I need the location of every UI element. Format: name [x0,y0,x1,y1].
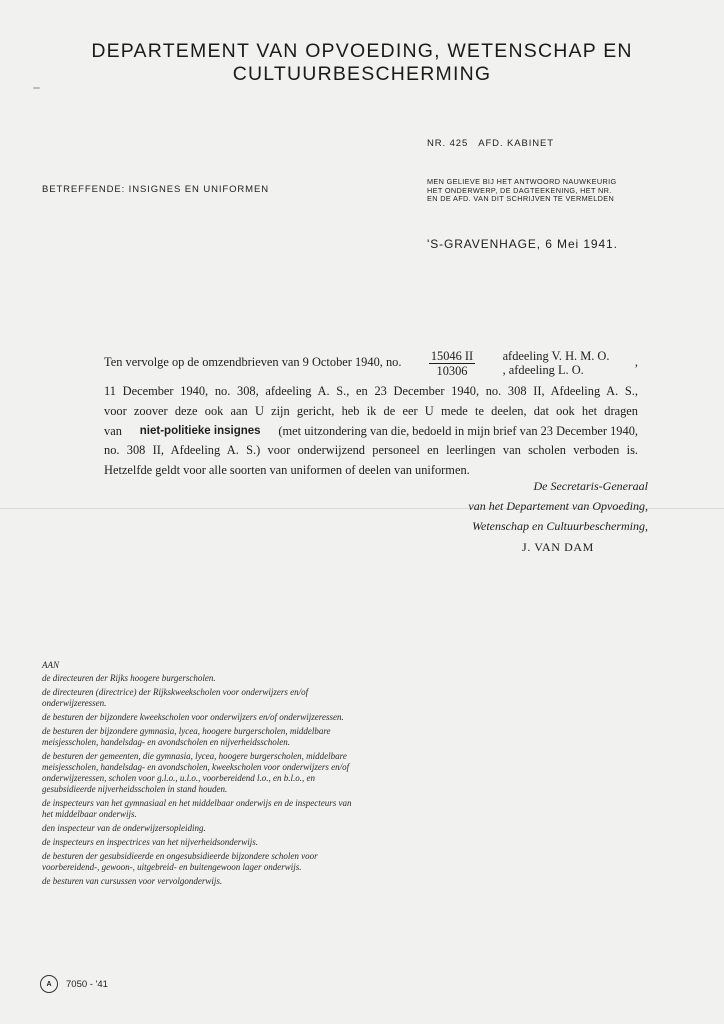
emphasis-text: niet-politieke insignes [139,424,261,437]
recipient-item: de besturen van cursussen voor vervolgonderwijs. [42,876,223,886]
body-text: (met uitzondering van die, bedoeld in mijn brief van 23 December 1940, [278,423,638,438]
recipient-item: de besturen der bijzondere gymnasia, lycea, hoogere burgerscholen, middelbare meisjesscholen, handelsdag- en avondscholen en nijverheidsscholen. [42,726,331,747]
paper-speck [33,87,40,89]
print-footer [40,975,108,993]
signature-title: De Secretaris-Generaal [533,479,648,493]
signature-department: van het Departement van Opvoeding, [468,498,648,513]
notice-line: EN DE AFD. VAN DIT SCHRIJVEN TE VERMELDEN [427,194,615,204]
recipient-item: de besturen der gemeenten, die gymnasia, lycea, hoogere burgerscholen, middelbare meisjesscholen, handelsdag- en avondscholen, kweekscholen voor onderwijzers en/of onderwijzeressen, scholen voor g.l.o., u.l.o., voorbereidend l.o., en b.l.o., en gesubsidieerde nijverheidsscholen in stand houden. [42,751,350,794]
print-code: 7050 - '41 [66,978,108,990]
reference-number: NR. 425 AFD. KABINET [427,138,554,149]
notice-line: MEN GELIEVE BIJ HET ANTWOORD NAUWKEURIG [427,177,617,186]
body-line-5: no. 308 II, Afdeeling A. S.) voor onderwijzend personeel en leerlingen van scholen verboden is. [104,443,638,458]
body-line-1 [104,345,638,381]
recipient-heading: AAN [42,660,59,670]
printer-logo-icon: A [40,975,58,993]
department-top: afdeeling V. H. M. O. [502,349,610,363]
recipient-item: de inspecteurs van het gymnasiaal en het middelbaar onderwijs en de inspecteurs van het middelbaar onderwijs. [42,798,352,819]
body-line-4 [104,422,638,442]
letter-body [104,345,638,481]
letterhead-line-2: CULTUURBESCHERMING [232,63,492,85]
recipient-item: de inspecteurs en inspectrices van het nijverheidsonderwijs. [42,837,259,847]
department-stack [503,349,610,377]
letterhead-line-1: DEPARTEMENT VAN OPVOEDING, WETENSCHAP EN [91,40,633,62]
signature-department-cont: Wetenschap en Cultuurbescherming, [472,518,648,533]
notice-line: HET ONDERWERP, DE DAGTEEKENING, HET NR. [427,185,612,195]
body-line-6: Hetzelfde geldt voor alle soorten van uniformen of deelen van uniformen. [104,463,470,478]
recipient-item: den inspecteur van de onderwijzersopleiding. [42,823,206,833]
recipient-list [42,660,362,890]
signature-block [428,477,648,558]
dateline: 'S-GRAVENHAGE, 6 Mei 1941. [427,237,618,251]
department-bottom: , afdeeling L. O. [502,363,584,377]
body-comma: , [634,355,638,370]
recipient-item: de directeuren (directrice) der Rijkskweekscholen voor onderwijzers en/of onderwijzeressen. [42,687,309,708]
subject-line: BETREFFENDE: INSIGNES EN UNIFORMEN [42,184,269,195]
recipient-item: de besturen der bijzondere kweekscholen voor onderwijzers en/of onderwijzeressen. [42,712,344,722]
signatory-name: J. VAN DAM [522,540,594,555]
body-text: van [104,423,122,438]
letterhead [0,40,724,86]
recipient-item: de directeuren der Rijks hoogere burgerscholen. [42,673,216,683]
body-text: Ten vervolge op de omzendbrieven van 9 October 1940, no. [104,355,402,370]
fraction-denominator: 10306 [436,363,468,378]
recipient-item: de besturen der gesubsidieerde en ongesubsidieerde bijzondere scholen voor voorbereidend-, gewoon-, uitgebreid- en buitengewoon lager onderwijs. [42,851,318,872]
body-line-3: voor zoover deze ook aan U zijn gericht, heb ik de eer U mede te deelen, dat ook het dragen [104,403,638,418]
reply-notice [427,178,687,204]
body-line-2: 11 December 1940, no. 308, afdeeling A. S., en 23 December 1940, no. 308 II, Afdeeling A. S., [104,384,638,398]
fraction-numerator: 15046 II [430,348,474,363]
reference-fraction [429,349,475,378]
